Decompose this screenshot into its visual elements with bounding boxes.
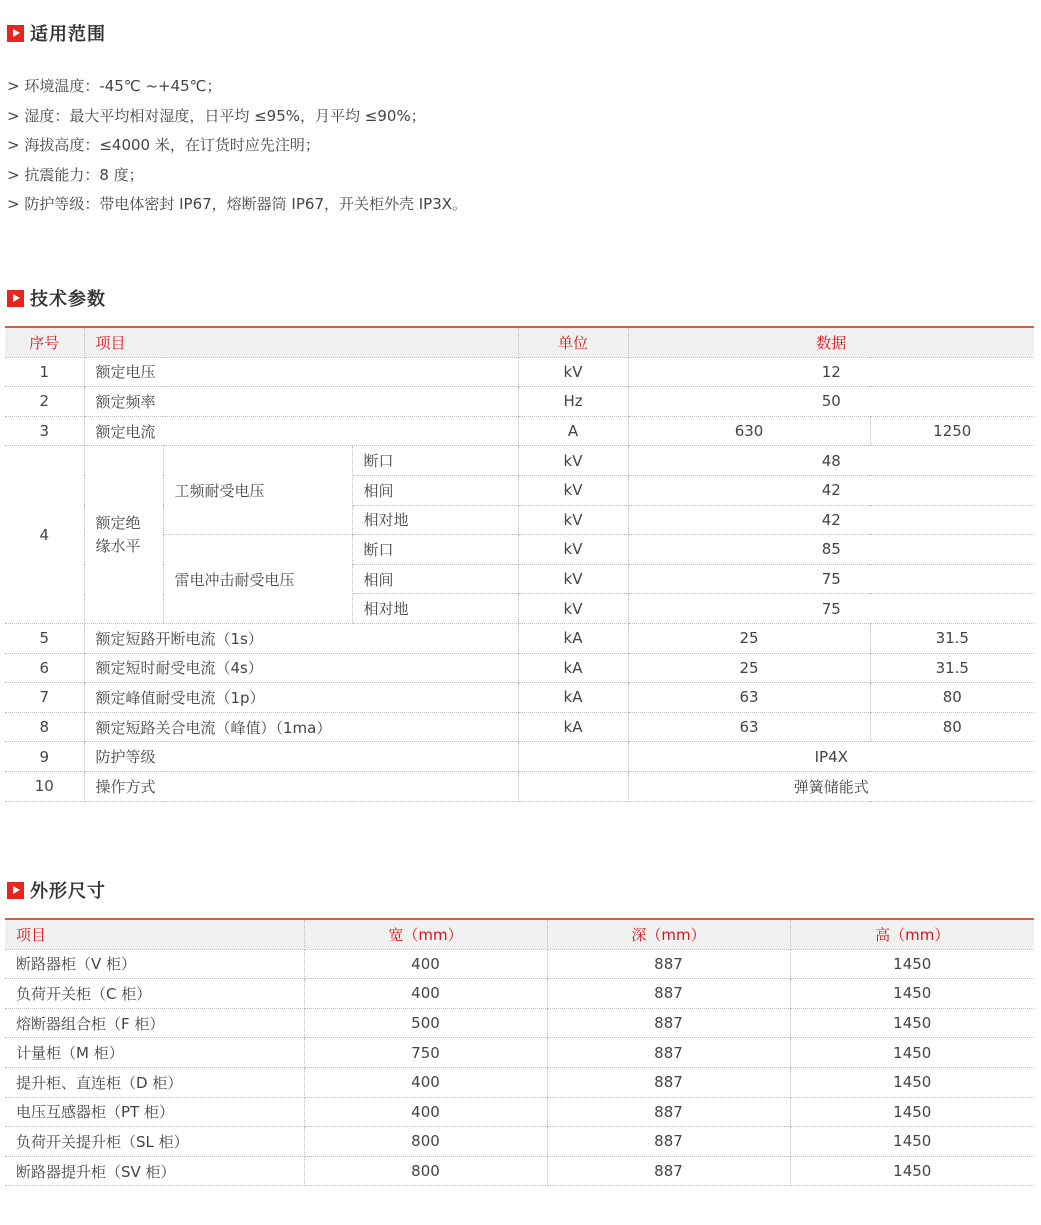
cell-item: 额定短路开断电流（1s）: [84, 623, 518, 653]
cell-item: 熔断器组合柜（F 柜）: [5, 1008, 304, 1038]
scope-item-seismic: > 抗震能力：8 度；: [7, 165, 144, 184]
cell-item: 防护等级: [84, 742, 518, 772]
col-header-no: 序号: [5, 327, 84, 357]
cell-height: 1450: [790, 1008, 1034, 1038]
cell-unit: kV: [518, 505, 628, 535]
cell-height: 1450: [790, 1097, 1034, 1127]
cell-no: 7: [5, 683, 84, 713]
cell-unit: kV: [518, 446, 628, 476]
cell-item: 额定电流: [84, 416, 518, 446]
cell-depth: 887: [547, 1067, 790, 1097]
table-header-row: [5, 919, 1034, 949]
table-row: [5, 653, 1034, 683]
params-table: [5, 326, 1034, 802]
cell-value-1: 63: [628, 683, 870, 713]
col-header-item: 项目: [5, 919, 304, 949]
cell-width: 800: [304, 1156, 547, 1186]
play-arrow-icon: [7, 25, 24, 42]
cell-value-2: 31.5: [870, 653, 1034, 683]
cell-depth: 887: [547, 1097, 790, 1127]
table-row: [5, 446, 1034, 476]
cell-no: 9: [5, 742, 84, 772]
cell-item: 断路器柜（V 柜）: [5, 949, 304, 979]
cell-value: 12: [628, 357, 1034, 387]
cell-item: 操作方式: [84, 771, 518, 801]
cell-no: 3: [5, 416, 84, 446]
scope-item-humidity: > 湿度：最大平均相对湿度，日平均 ≤95%，月平均 ≤90%；: [7, 106, 426, 125]
cell-value-2: 31.5: [870, 623, 1034, 653]
cell-height: 1450: [790, 949, 1034, 979]
cell-no: 10: [5, 771, 84, 801]
cell-width: 750: [304, 1038, 547, 1068]
cell-width: 800: [304, 1127, 547, 1157]
col-header-width: 宽（mm）: [304, 919, 547, 949]
cell-value: 48: [628, 446, 1034, 476]
cell-value-1: 63: [628, 712, 870, 742]
cell-subitem: 相间: [352, 564, 518, 594]
cell-width: 400: [304, 949, 547, 979]
cell-value-1: 630: [628, 416, 870, 446]
cell-value-1: 25: [628, 623, 870, 653]
cell-unit: kA: [518, 653, 628, 683]
cell-unit: kV: [518, 475, 628, 505]
cell-value-2: 80: [870, 683, 1034, 713]
play-arrow-icon: [7, 290, 24, 307]
table-row: [5, 1008, 1034, 1038]
cell-value-1: 25: [628, 653, 870, 683]
dims-table: [5, 918, 1034, 1186]
cell-no: 2: [5, 387, 84, 417]
cell-width: 500: [304, 1008, 547, 1038]
col-header-item: 项目: [84, 327, 518, 357]
cell-unit: kV: [518, 535, 628, 565]
cell-unit: kA: [518, 623, 628, 653]
cell-width: 400: [304, 979, 547, 1009]
cell-height: 1450: [790, 1156, 1034, 1186]
table-row: [5, 1038, 1034, 1068]
play-arrow-icon: [7, 882, 24, 899]
cell-unit: Hz: [518, 387, 628, 417]
cell-item: 额定电压: [84, 357, 518, 387]
table-row: [5, 1067, 1034, 1097]
cell-item: 额定频率: [84, 387, 518, 417]
table-row: [5, 1097, 1034, 1127]
cell-item: 电压互感器柜（PT 柜）: [5, 1097, 304, 1127]
cell-value: IP4X: [628, 742, 1034, 772]
cell-item: 额定峰值耐受电流（1p）: [84, 683, 518, 713]
table-row: [5, 357, 1034, 387]
cell-height: 1450: [790, 1127, 1034, 1157]
cell-width: 400: [304, 1067, 547, 1097]
table-row: [5, 1156, 1034, 1186]
cell-item: 提升柜、直连柜（D 柜）: [5, 1067, 304, 1097]
section-title-scope: 适用范围: [30, 24, 106, 45]
params-section-header: [7, 285, 106, 311]
cell-value-2: 1250: [870, 416, 1034, 446]
cell-depth: 887: [547, 1156, 790, 1186]
cell-item: 计量柜（M 柜）: [5, 1038, 304, 1068]
table-row: [5, 771, 1034, 801]
cell-depth: 887: [547, 1008, 790, 1038]
cell-value: 50: [628, 387, 1034, 417]
cell-unit: [518, 771, 628, 801]
scope-section-header: [7, 20, 106, 46]
cell-height: 1450: [790, 979, 1034, 1009]
scope-item-protection: > 防护等级：带电体密封 IP67，熔断器筒 IP67，开关柜外壳 IP3X。: [7, 195, 468, 213]
cell-unit: kV: [518, 594, 628, 624]
cell-item: 断路器提升柜（SV 柜）: [5, 1156, 304, 1186]
cell-item: 额定短路关合电流（峰值）（1ma）: [84, 712, 518, 742]
cell-value-2: 80: [870, 712, 1034, 742]
cell-subitem: 断口: [352, 446, 518, 476]
cell-unit: kV: [518, 564, 628, 594]
col-header-height: 高（mm）: [790, 919, 1034, 949]
cell-value: 42: [628, 475, 1034, 505]
cell-unit: kV: [518, 357, 628, 387]
cell-group-power-frequency: 工频耐受电压: [163, 446, 352, 535]
cell-height: 1450: [790, 1067, 1034, 1097]
col-header-data: 数据: [628, 327, 1034, 357]
section-title-dims: 外形尺寸: [30, 881, 106, 902]
cell-width: 400: [304, 1097, 547, 1127]
table-row: [5, 742, 1034, 772]
cell-subitem: 相对地: [352, 594, 518, 624]
table-row: [5, 1127, 1034, 1157]
dims-section-header: [7, 877, 106, 903]
cell-item-insulation: 额定绝缘水平: [84, 446, 163, 624]
table-row: [5, 712, 1034, 742]
cell-depth: 887: [547, 1127, 790, 1157]
cell-unit: kA: [518, 712, 628, 742]
cell-item: 负荷开关提升柜（SL 柜）: [5, 1127, 304, 1157]
cell-no: 6: [5, 653, 84, 683]
section-title-params: 技术参数: [30, 289, 106, 310]
cell-value: 75: [628, 564, 1034, 594]
cell-subitem: 断口: [352, 535, 518, 565]
cell-value: 85: [628, 535, 1034, 565]
scope-item-altitude: > 海拔高度：≤4000 米，在订货时应先注明；: [7, 136, 320, 154]
col-header-unit: 单位: [518, 327, 628, 357]
cell-value: 42: [628, 505, 1034, 535]
cell-depth: 887: [547, 979, 790, 1009]
cell-unit: [518, 742, 628, 772]
cell-group-lightning-impulse: 雷电冲击耐受电压: [163, 535, 352, 624]
table-row: [5, 623, 1034, 653]
cell-height: 1450: [790, 1038, 1034, 1068]
table-row: [5, 387, 1034, 417]
table-header-row: [5, 327, 1034, 357]
cell-value: 弹簧储能式: [628, 771, 1034, 801]
cell-subitem: 相对地: [352, 505, 518, 535]
cell-unit: A: [518, 416, 628, 446]
cell-value: 75: [628, 594, 1034, 624]
cell-item: 额定短时耐受电流（4s）: [84, 653, 518, 683]
cell-item: 负荷开关柜（C 柜）: [5, 979, 304, 1009]
table-row: [5, 683, 1034, 713]
cell-depth: 887: [547, 1038, 790, 1068]
cell-no: 5: [5, 623, 84, 653]
cell-no: 4: [5, 446, 84, 624]
cell-unit: kA: [518, 683, 628, 713]
scope-item-temperature: > 环境温度：-45℃ ~+45℃；: [7, 77, 222, 95]
scope-list: [7, 72, 467, 220]
table-row: [5, 416, 1034, 446]
col-header-depth: 深（mm）: [547, 919, 790, 949]
cell-no: 1: [5, 357, 84, 387]
table-row: [5, 949, 1034, 979]
table-row: [5, 979, 1034, 1009]
cell-depth: 887: [547, 949, 790, 979]
cell-subitem: 相间: [352, 475, 518, 505]
cell-no: 8: [5, 712, 84, 742]
